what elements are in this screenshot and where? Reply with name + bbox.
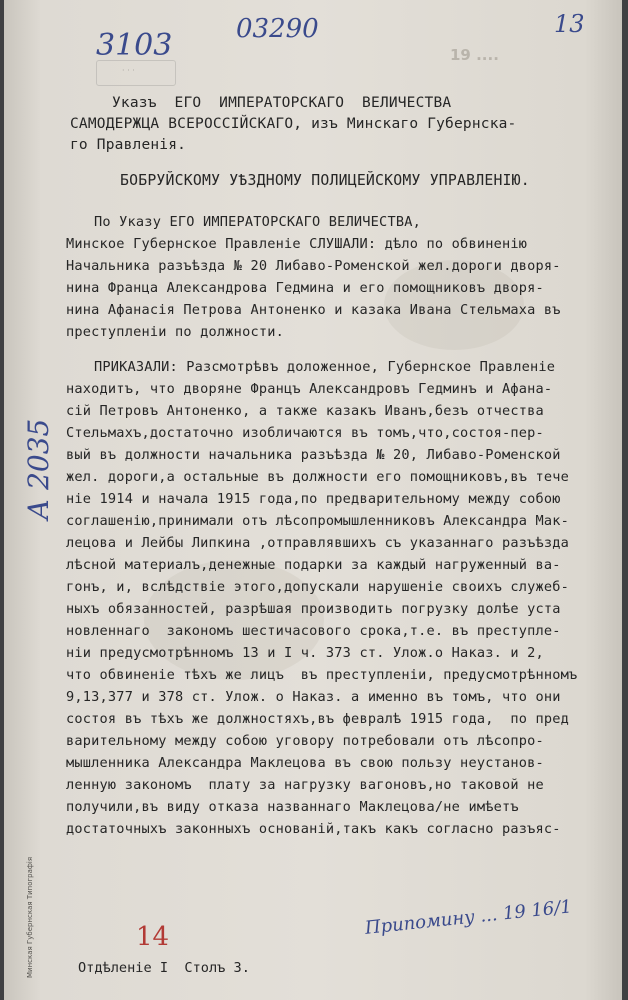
- body-line: варительному между собою уговору потребовали отъ лѣсопро-: [66, 733, 544, 749]
- paper-stain: [144, 560, 324, 680]
- title-line: Указъ ЕГО ИМПЕРАТОРСКАГО ВЕЛИЧЕСТВА: [112, 95, 452, 111]
- body-line: получили,въ виду отказа названнаго Маклецова/не имѣетъ: [66, 799, 519, 815]
- handwritten-margin-number: А 2035: [22, 418, 55, 520]
- body-line: ленную закономъ плату за нагрузку вагоновъ,но таковой не: [66, 777, 544, 793]
- footer-desk: Столъ 3.: [184, 960, 250, 976]
- faded-stamp: [96, 60, 176, 86]
- title-line: САМОДЕРЖЦА ВСЕРОССІЙСКАГО, изъ Минскаго Губернска-: [70, 116, 517, 132]
- body-line: что обвиненіе тѣхъ же лицъ въ преступленіи, предусмотрѣнномъ: [66, 667, 578, 683]
- body-line: Минское Губернское Правленіе СЛУШАЛИ: дѣло по обвиненію: [66, 236, 528, 252]
- body-line: вый въ должности начальника разъѣзда № 20, Либаво-Роменской: [66, 447, 561, 463]
- faded-stamp-text: · · ·: [122, 66, 135, 75]
- footer-office-info: [78, 960, 250, 976]
- red-pencil-mark: 14: [136, 922, 170, 952]
- body-line: ніи предусмотрѣнномъ 13 и I ч. 373 ст. Улож.о Наказ. и 2,: [66, 645, 544, 661]
- title-line: го Правленія.: [70, 137, 187, 153]
- handwritten-number-left: 3103: [96, 28, 173, 63]
- body-line: По Указу ЕГО ИМПЕРАТОРСКАГО ВЕЛИЧЕСТВА,: [94, 214, 421, 230]
- body-line: достаточныхъ законныхъ основаній,такъ какъ согласно разъяс-: [66, 821, 561, 837]
- body-line: новленнаго закономъ шестичасового срока,т.е. въ преступле-: [66, 623, 561, 639]
- body-line: нина Афанасія Петрова Антоненко и казака Ивана Стельмаха въ: [66, 302, 561, 318]
- footer-department: Отдѣленіе I: [78, 960, 169, 976]
- addressee: БОБРУЙСКОМУ УѢЗДНОМУ ПОЛИЦЕЙСКОМУ УПРАВЛЕНІЮ.: [120, 172, 530, 189]
- body-line: лѣсной материалъ,денежные подарки за каждый нагруженный ва-: [66, 557, 561, 573]
- body-line: находитъ, что дворяне Францъ Александровъ Гедминъ и Афана-: [66, 381, 553, 397]
- body-line: мышленника Александра Маклецова въ свою пользу неустанов-: [66, 755, 544, 771]
- body-line: ПРИКАЗАЛИ: Разсмотрѣвъ доложенное, Губернское Правленіе: [94, 359, 556, 375]
- body-line: лецова и Лейбы Липкина ,отправлявшихъ съ указаннаго разъѣзда: [66, 535, 570, 551]
- body-line: 9,13,377 и 378 ст. Улож. о Наказ. а именно въ томъ, что они: [66, 689, 561, 705]
- received-date-stamp: 19 ....: [450, 46, 499, 64]
- handwritten-number-right: 13: [554, 10, 585, 38]
- body-line: соглашенію,принимали отъ лѣсопромышленниковъ Александра Мак-: [66, 513, 570, 529]
- body-line: ніе 1914 и начала 1915 года,по предварительному между собою: [66, 491, 561, 507]
- body-line: сій Петровъ Антоненко, а также казакъ Иванъ,безъ отчества: [66, 403, 544, 419]
- handwritten-signature-note: Припомину ... 19 16/1: [364, 896, 573, 939]
- body-line: жел. дороги,а остальные въ должности его помощниковъ,въ тече: [66, 469, 570, 485]
- body-line: состоя въ тѣхъ же должностяхъ,въ февралѣ 1915 года, по пред: [66, 711, 570, 727]
- body-line: преступленіи по должности.: [66, 324, 284, 340]
- body-line: гонъ, и, вслѣдствіе этого,допускали нарушеніе своихъ служеб-: [66, 579, 570, 595]
- body-line: нина Франца Александрова Гедмина и его помощниковъ дворя-: [66, 280, 544, 296]
- printer-imprint: Минская Губернская Типографія: [26, 856, 34, 978]
- handwritten-number-center: 03290: [236, 14, 319, 44]
- body-line: Стельмахъ,достаточно изобличаются въ томъ,что,состоя-пер-: [66, 425, 544, 441]
- body-line: Начальника разъѣзда № 20 Либаво-Роменской жел.дороги дворя-: [66, 258, 561, 274]
- body-line: ныхъ обязанностей, разрѣшая производить погрузку долѣе уста: [66, 601, 561, 617]
- document-sheet: [4, 0, 622, 1000]
